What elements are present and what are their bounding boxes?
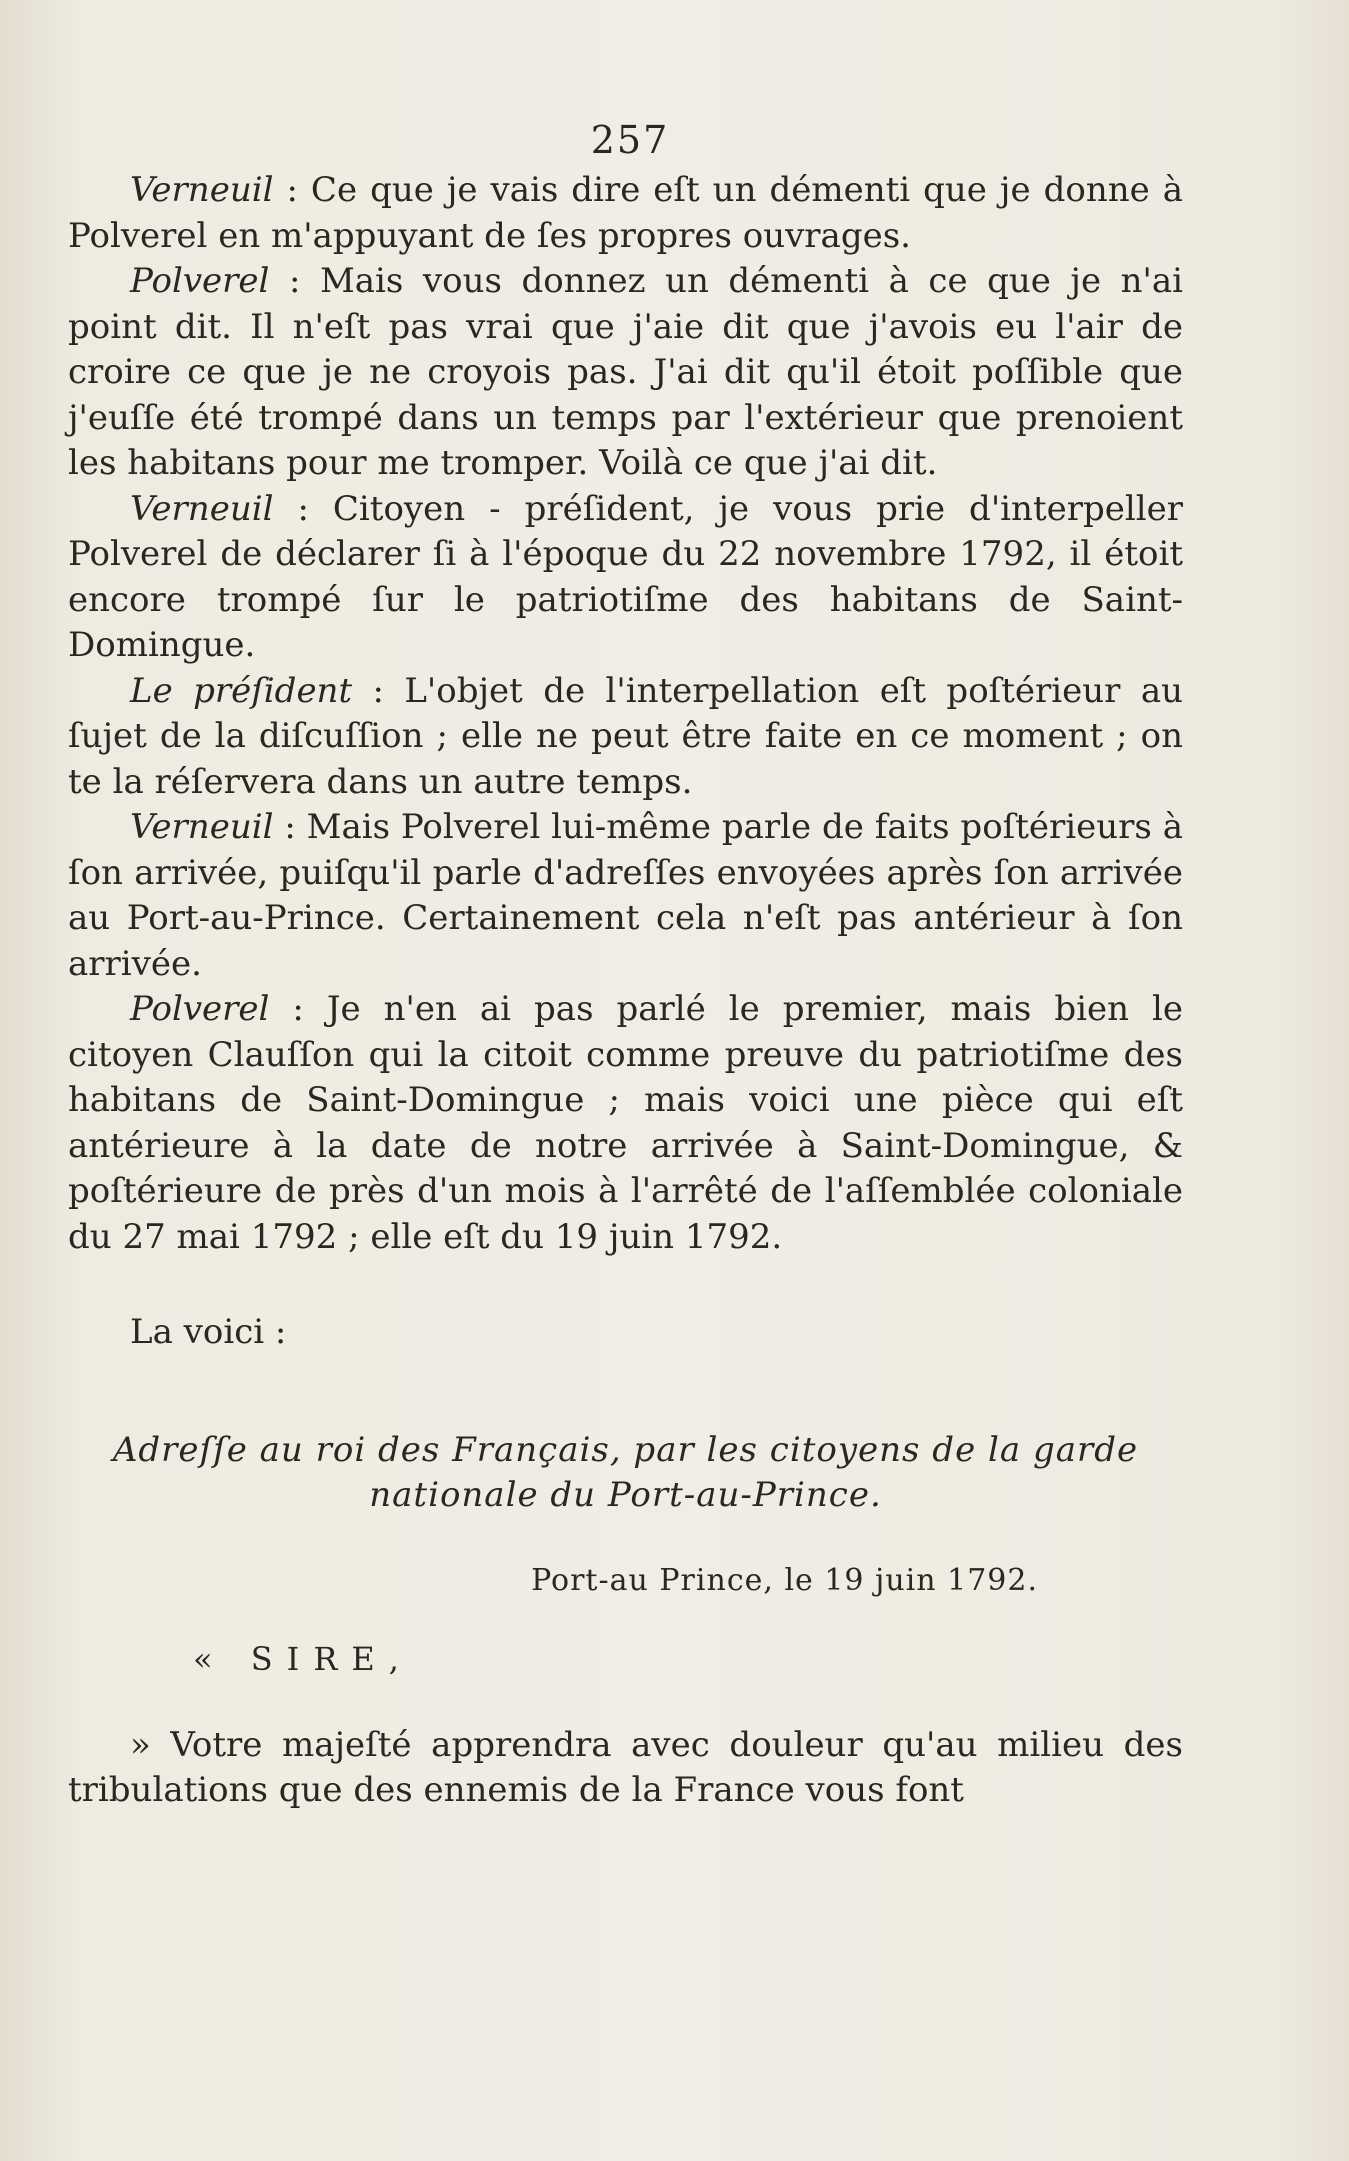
speaker-name: Le préſident bbox=[130, 670, 353, 711]
letter-paragraph: » Votre majeſté apprendra avec douleur qu'au milieu des tribulations que des ennemis de la France vous font bbox=[68, 1724, 1183, 1810]
speech-paragraph bbox=[68, 805, 1183, 987]
speaker-name: Verneuil bbox=[130, 807, 274, 847]
salutation: « SIRE, bbox=[193, 1640, 413, 1678]
speaker-name: Polverel bbox=[130, 261, 270, 301]
speech-text: : Je n'en ai pas parlé le premier, mais bien le citoyen Clauſſon qui la citoit comme preuve du patriotiſme des habitans de Saint-Domingue ; mais voici une pièce qui eſt antérieure à la date de notre arrivée à Saint-Domingue, & poſtérieure de près d'un mois à l'arrêté de l'aſſemblée coloniale du 27 mai 1792 ; elle eſt du 19 juin 1792. bbox=[68, 989, 1183, 1257]
address-heading bbox=[68, 1428, 1183, 1518]
speech-text: : Mais vous donnez un démenti à ce que je n'ai point dit. Il n'eſt pas vrai que j'aie dit que j'avois eu l'air de croire ce que je ne croyois pas. J'ai dit qu'il étoit poſſible que j'euſſe été trompé dans un temps par l'extérieur que prenoient les habitans pour me tromper. Voilà ce que j'ai dit. bbox=[68, 261, 1183, 483]
speech-paragraph bbox=[68, 669, 1183, 806]
speech-text: : Mais Polverel lui-même parle de faits poſtérieurs à ſon arrivée, puiſqu'il parle d'adreſſes envoyées après ſon arrivée au Port-au-Prince. Certainement cela n'eſt pas antérieur à ſon arrivée. bbox=[68, 807, 1183, 984]
speaker-name: Polverel bbox=[130, 989, 270, 1029]
speech-text: : L'objet de l'interpellation eſt poſtérieur au ſujet de la diſcuſſion ; elle ne peut être faite en ce moment ; on te la réſervera dans un autre temps. bbox=[68, 670, 1183, 802]
page-number: 257 bbox=[590, 118, 670, 162]
speech-paragraph bbox=[68, 259, 1183, 487]
voici-line: La voici : bbox=[130, 1312, 287, 1352]
speaker-name: Verneuil bbox=[130, 488, 274, 529]
speech-text: : Ce que je vais dire eſt un démenti que je donne à Polverel en m'appuyant de ſes propres ouvrages. bbox=[68, 170, 1183, 256]
page-body bbox=[68, 168, 1183, 1814]
dateline: Port-au Prince, le 19 juin 1792. bbox=[531, 1562, 1038, 1598]
address-heading-line: Adreſſe au roi des Français, par les citoyens de la garde bbox=[112, 1429, 1139, 1470]
speech-text: : Citoyen - préſident, je vous prie d'interpeller Polverel de déclarer ſi à l'époque du 22 novembre 1792, il étoit encore trompé ſur le patriotiſme des habitans de Saint-Domingue. bbox=[68, 488, 1183, 665]
speech-paragraph bbox=[68, 487, 1183, 669]
speech-paragraph bbox=[68, 168, 1183, 259]
speaker-name: Verneuil bbox=[130, 170, 274, 210]
speech-paragraph bbox=[68, 987, 1183, 1260]
address-heading-line: nationale du Port-au-Prince. bbox=[369, 1474, 882, 1515]
